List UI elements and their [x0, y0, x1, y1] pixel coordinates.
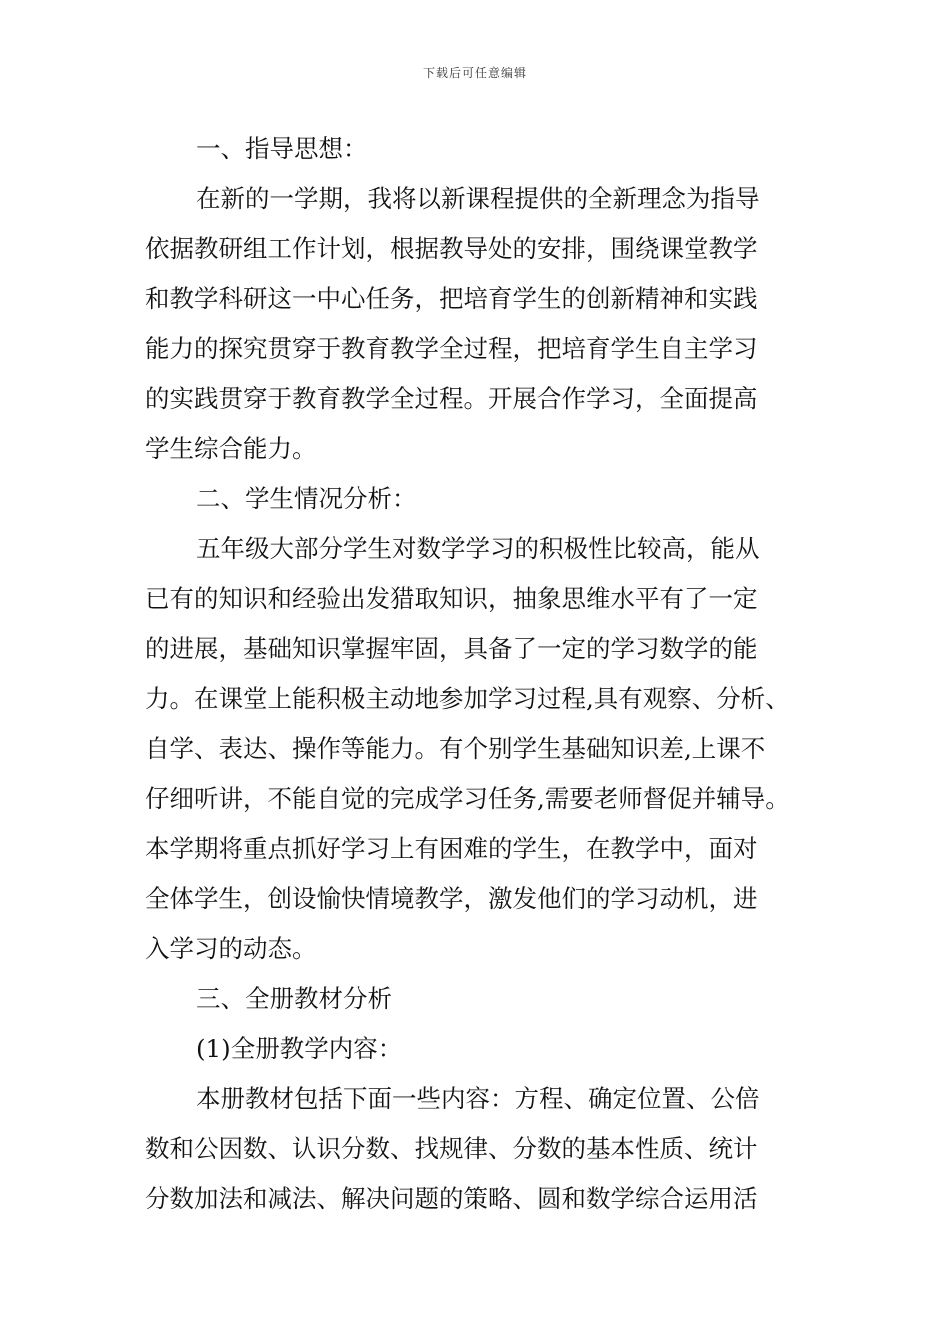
text-line: 在新的一学期，我将以新课程提供的全新理念为指导	[196, 184, 760, 213]
text-line: 本学期将重点抓好学习上有困难的学生，在教学中，面对	[145, 834, 758, 863]
text-line: 全体学生，创设愉快情境教学，激发他们的学习动机，进	[145, 884, 758, 913]
text-line: 已有的知识和经验出发猎取知识，抽象思维水平有了一定	[145, 584, 758, 613]
text-line: 力。在课堂上能积极主动地参加学习过程,具有观察、分析、	[145, 684, 790, 713]
text-line: 的实践贯穿于教育教学全过程。开展合作学习，全面提高	[145, 384, 758, 413]
text-line: (1)全册教学内容：	[196, 1034, 403, 1063]
text-line: 入学习的动态。	[145, 934, 317, 963]
text-line: 仔细听讲，不能自觉的完成学习任务,需要老师督促并辅导。	[145, 784, 790, 813]
page-header: 下载后可任意编辑	[422, 66, 527, 80]
document-body	[145, 124, 825, 1224]
text-line: 学生综合能力。	[145, 434, 317, 463]
text-line: 数和公因数、认识分数、找规律、分数的基本性质、统计	[145, 1134, 758, 1163]
text-line: 三、全册教材分析	[196, 984, 392, 1013]
text-line: 和教学科研这一中心任务，把培育学生的创新精神和实践	[145, 284, 758, 313]
text-line: 能力的探究贯穿于教育教学全过程，把培育学生自主学习	[145, 334, 758, 363]
text-line: 二、学生情况分析：	[196, 484, 417, 513]
text-line: 依据教研组工作计划，根据教导处的安排，围绕课堂教学	[145, 234, 758, 263]
text-line: 五年级大部分学生对数学学习的积极性比较高，能从	[196, 534, 760, 563]
text-line: 的进展，基础知识掌握牢固，具备了一定的学习数学的能	[145, 634, 758, 663]
text-line: 自学、表达、操作等能力。有个别学生基础知识差,上课不	[145, 734, 766, 763]
text-line: 一、指导思想：	[196, 134, 368, 163]
text-line: 本册教材包括下面一些内容：方程、确定位置、公倍	[196, 1084, 760, 1113]
text-line: 分数加法和减法、解决问题的策略、圆和数学综合运用活	[145, 1184, 758, 1213]
